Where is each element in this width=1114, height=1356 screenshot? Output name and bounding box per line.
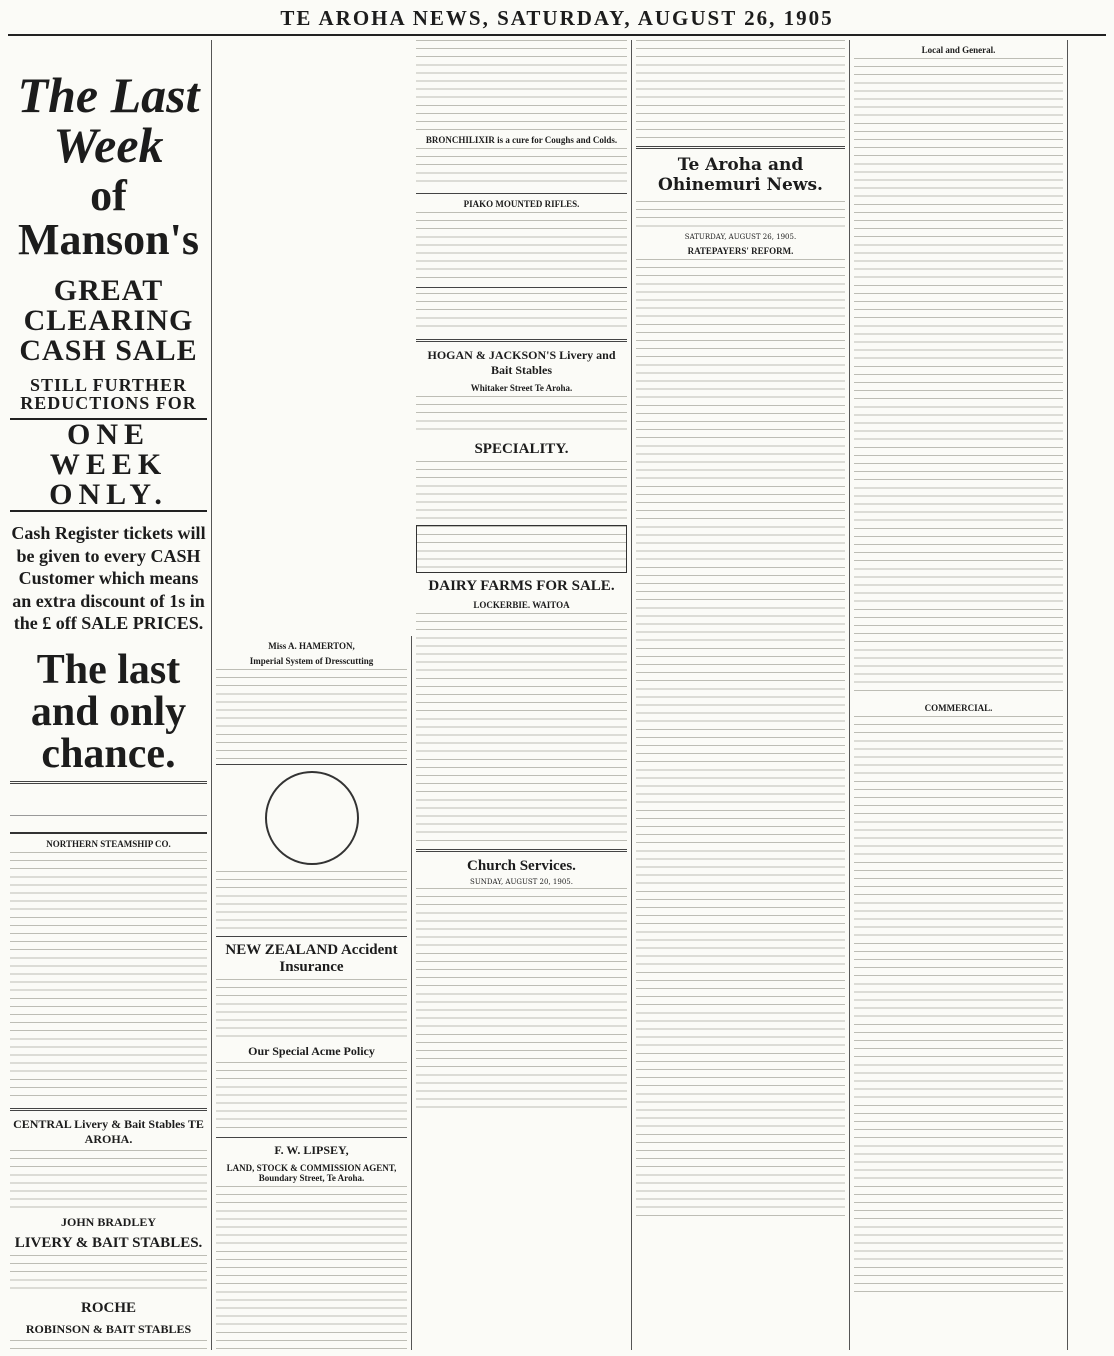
livery-heading: LIVERY & BAIT STABLES.: [14, 1234, 203, 1251]
seal-ad-text: [216, 871, 407, 931]
hogan-jackson-heading: HOGAN & JACKSON'S Livery and Bait Stables: [427, 348, 616, 377]
column-5: [850, 40, 1068, 1350]
column-3: [412, 40, 632, 1350]
ad-one-week: ONE WEEK ONLY.: [10, 418, 207, 512]
robinson-heading: ROBINSON & BAIT STABLES: [25, 1321, 192, 1336]
masthead: TE AROHA NEWS, SATURDAY, AUGUST 26, 1905: [280, 6, 834, 30]
divider: [416, 193, 627, 194]
dairy-farms-heading: DAIRY FARMS FOR SALE.: [428, 578, 615, 594]
top-text: [416, 40, 627, 130]
dairy-farms-subheading: LOCKERBIE. WAITOA: [473, 600, 570, 610]
divider: [416, 849, 627, 852]
column-2: [212, 636, 412, 1350]
bronchilixir-text: [416, 148, 627, 188]
speciality-text: [416, 461, 627, 521]
speciality-heading: SPECIALITY.: [474, 441, 569, 457]
piako-rifles-text: [416, 212, 627, 282]
ad-reductions: STILL FURTHER REDUCTIONS FOR: [20, 375, 197, 413]
column-4: [632, 40, 850, 1350]
hogan-jackson-text: [416, 396, 627, 436]
ad-cash-register: Cash Register tickets will be given to every CASH Customer which means an extra discount of 1s in the £ off SALE PRICES.: [11, 523, 206, 633]
piako-rifles-heading: PIAKO MOUNTED RIFLES.: [463, 199, 580, 209]
continued-text: [636, 40, 845, 140]
church-services-text: [416, 888, 627, 1108]
dressmaker-text: [216, 669, 407, 759]
dairy-farms-text: [416, 613, 627, 843]
local-general-heading: Local and General.: [921, 45, 996, 55]
bronchilixir-ad: BRONCHILIXIR is a cure for Coughs and Colds.: [425, 135, 618, 145]
central-stables-heading: CENTRAL Livery & Bait Stables TE AROHA.: [13, 1116, 204, 1146]
column-1: [6, 40, 212, 1350]
hogan-jackson-subheading: Whitaker Street Te Aroha.: [470, 383, 573, 393]
lipsey-subheading: LAND, STOCK & COMMISSION AGENT, Boundary Street, Te Aroha.: [226, 1163, 397, 1183]
local-general-text: [854, 58, 1063, 698]
lipsey-text: [216, 1186, 407, 1350]
ratepayers-reform-text: [636, 259, 845, 1219]
acme-policy-heading: Our Special Acme Policy: [248, 1044, 375, 1058]
roche-heading: ROCHE: [80, 1299, 136, 1316]
newspaper-title: Te Aroha and Ohinemuri News.: [658, 155, 823, 195]
ad-last-chance: The last and only chance.: [30, 646, 187, 777]
divider: [416, 287, 627, 288]
divider: [216, 1137, 407, 1138]
divider: [10, 781, 207, 784]
editorial-date: SATURDAY, AUGUST 26, 1905.: [684, 233, 797, 241]
worm-powder-ad: [416, 293, 627, 333]
commercial-text: [854, 716, 1063, 1296]
church-services-heading: Church Services.: [467, 858, 576, 874]
divider: [636, 146, 845, 149]
ringworm-ad: [416, 525, 627, 573]
divider: [10, 1108, 207, 1111]
ratepayers-reform-heading: RATEPAYERS' REFORM.: [687, 246, 794, 256]
robinson-text: [10, 1340, 207, 1351]
dressmaker-subheading: Imperial System of Dresscutting: [249, 656, 374, 666]
ad-subtitle: of Manson's: [18, 171, 199, 264]
central-stables-text: [10, 1150, 207, 1210]
masthead-rule: [8, 34, 1106, 36]
shipping-timetable: [10, 852, 207, 1102]
accident-insurance-text: [216, 979, 407, 1039]
divider: [216, 764, 407, 765]
steamship-heading: NORTHERN STEAMSHIP CO.: [46, 838, 171, 849]
acme-policy-text: [216, 1062, 407, 1132]
commercial-heading: COMMERCIAL.: [924, 703, 993, 713]
seal-illustration: [265, 771, 359, 865]
accident-insurance-heading: NEW ZEALAND Accident Insurance: [225, 942, 398, 975]
steamship-illustration: [10, 790, 207, 834]
bradley-heading: JOHN BRADLEY: [60, 1214, 156, 1229]
divider: [216, 936, 407, 937]
church-services-date: SUNDAY, AUGUST 20, 1905.: [470, 878, 573, 886]
lipsey-heading: F. W. LIPSEY,: [274, 1143, 349, 1157]
divider: [416, 339, 627, 342]
ad-sale-heading: GREAT CLEARING CASH SALE: [19, 274, 198, 367]
dressmaker-heading: Miss A. HAMERTON,: [268, 641, 355, 651]
livery-text: [10, 1255, 207, 1295]
column-edge: [1068, 40, 1112, 1350]
motto: [636, 201, 845, 231]
ad-title: The Last Week: [17, 67, 200, 173]
